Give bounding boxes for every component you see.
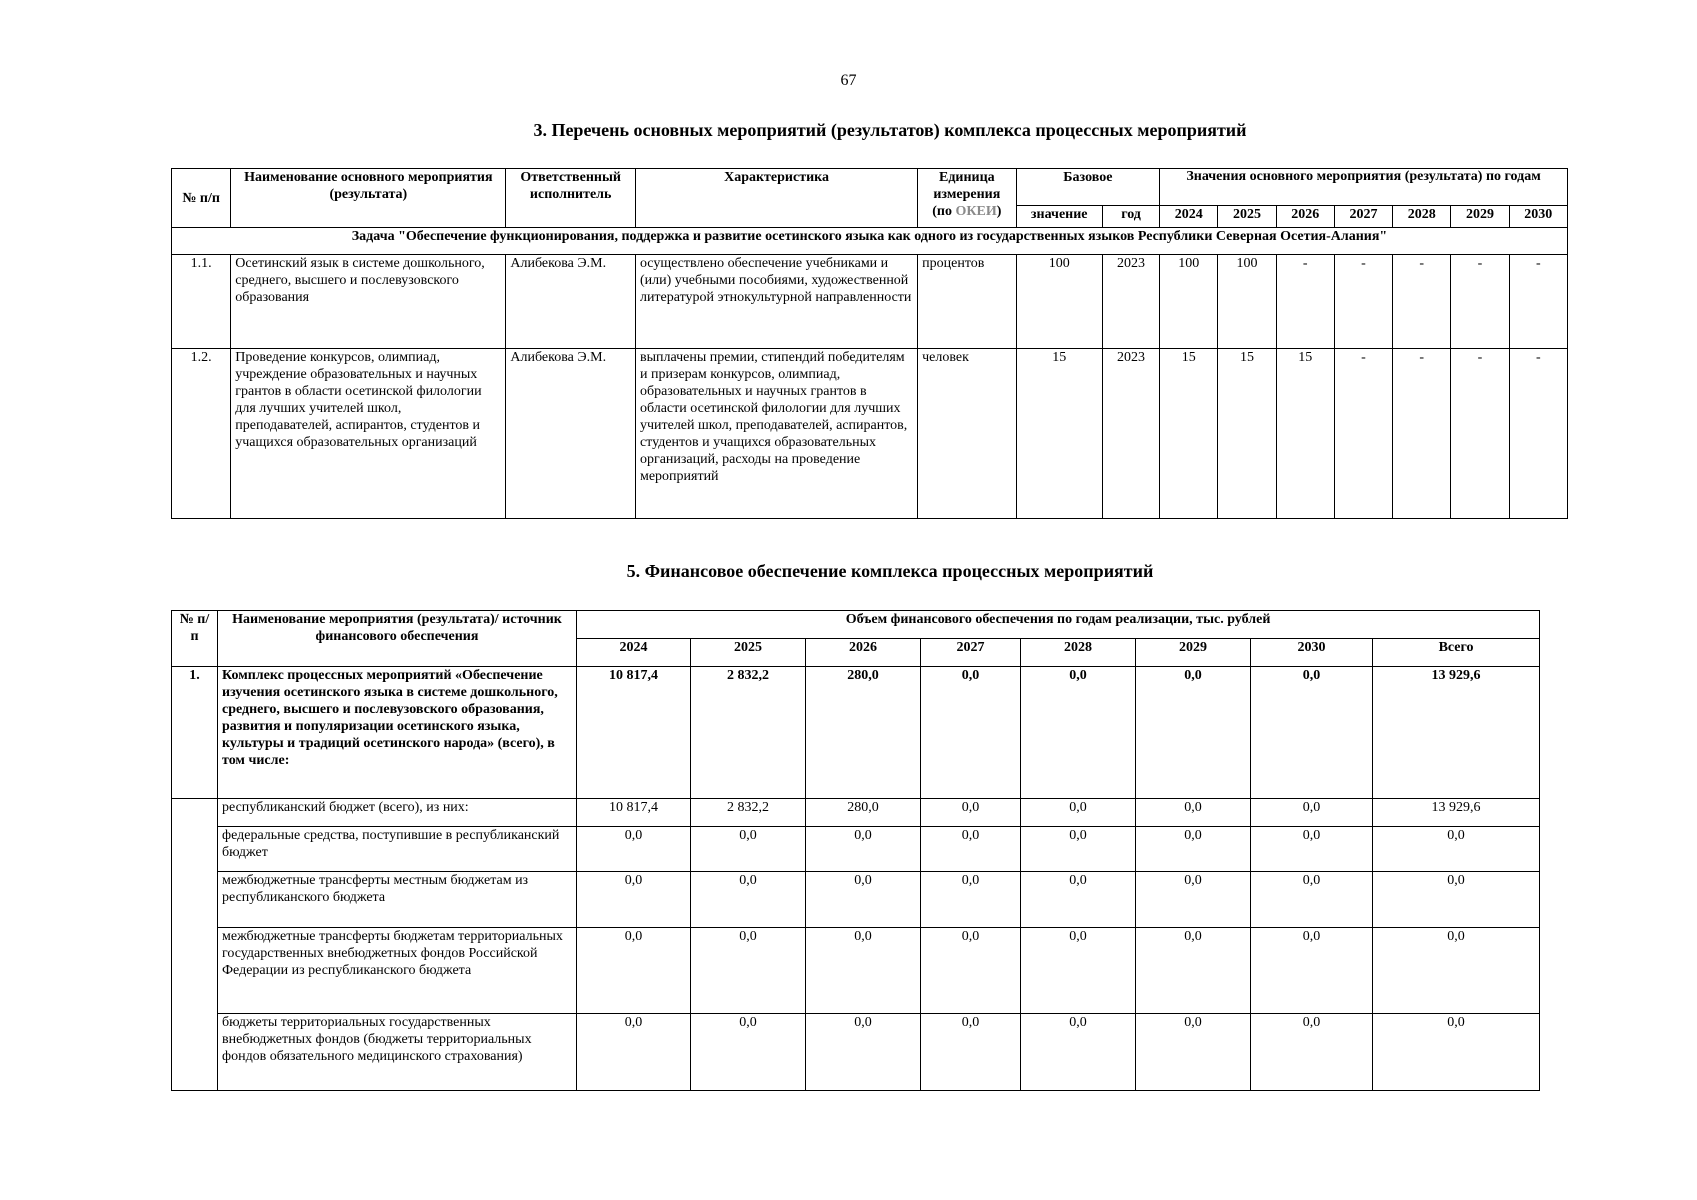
t2-header-year: 2025 — [691, 639, 806, 667]
t1-header-year: 2026 — [1276, 206, 1334, 228]
row-responsible: Алибекова Э.М. — [506, 349, 636, 519]
t1-header-base-value: значение — [1016, 206, 1102, 228]
t1-header-values: Значения основного мероприятия (результата) по годам — [1160, 169, 1568, 206]
row-value: 280,0 — [806, 667, 921, 799]
t1-header-base-year: год — [1102, 206, 1159, 228]
row-total: 0,0 — [1373, 827, 1540, 872]
t1-header-year: 2027 — [1334, 206, 1392, 228]
t1-header-characteristic: Характеристика — [635, 169, 917, 228]
row-value: 0,0 — [1136, 1014, 1251, 1091]
row-value: 0,0 — [1251, 872, 1373, 928]
page-number: 67 — [840, 72, 857, 89]
row-value: 0,0 — [691, 872, 806, 928]
row-name: Комплекс процессных мероприятий «Обеспечение изучения осетинского языка в системе дошкольного, среднего, высшего и послевузовского образования, развития и популяризации осетинского языка, культуры и традиций осетинского народа» (всего), в том числе: — [218, 667, 577, 799]
t1-header-unit — [918, 169, 1016, 228]
row-value: - — [1509, 255, 1567, 349]
row-value: - — [1451, 349, 1509, 519]
okei-link[interactable]: ОКЕИ — [955, 204, 997, 219]
t2-header-year: 2028 — [1021, 639, 1136, 667]
t1-header-year: 2024 — [1160, 206, 1218, 228]
t2-header-year: 2029 — [1136, 639, 1251, 667]
row-value: 2 832,2 — [691, 799, 806, 827]
row-value: 0,0 — [1251, 1014, 1373, 1091]
row-value: 0,0 — [806, 827, 921, 872]
row-value: 0,0 — [577, 928, 691, 1014]
row-name: Осетинский язык в системе дошкольного, среднего, высшего и послевузовского образования — [231, 255, 506, 349]
row-value: 0,0 — [921, 1014, 1021, 1091]
row-name: межбюджетные трансферты местным бюджетам из республиканского бюджета — [218, 872, 577, 928]
measures-table — [171, 168, 1568, 519]
row-value: 0,0 — [1021, 872, 1136, 928]
row-value: 0,0 — [1136, 827, 1251, 872]
row-value: 15 — [1160, 349, 1218, 519]
row-value: - — [1334, 255, 1392, 349]
row-value: - — [1334, 349, 1392, 519]
table-row — [172, 1014, 1540, 1091]
table-row — [172, 667, 1540, 799]
finance-table — [171, 610, 1540, 1091]
t1-header-year: 2029 — [1451, 206, 1509, 228]
t2-header-name: Наименование мероприятия (результата)/ источник финансового обеспечения — [218, 611, 577, 667]
row-value: 0,0 — [921, 827, 1021, 872]
row-total: 13 929,6 — [1373, 799, 1540, 827]
row-value: 0,0 — [1136, 872, 1251, 928]
section5-title: 5. Финансовое обеспечение комплекса процессных мероприятий — [626, 561, 1154, 581]
row-value: 10 817,4 — [577, 667, 691, 799]
table-row — [172, 799, 1540, 827]
table-row — [172, 349, 1568, 519]
row-value: 0,0 — [691, 1014, 806, 1091]
row-value: 280,0 — [806, 799, 921, 827]
row-value: 100 — [1218, 255, 1276, 349]
t1-header-base: Базовое — [1016, 169, 1160, 206]
row-value: 2 832,2 — [691, 667, 806, 799]
row-value: 0,0 — [921, 872, 1021, 928]
row-value: 0,0 — [577, 872, 691, 928]
row-total: 13 929,6 — [1373, 667, 1540, 799]
row-name: республиканский бюджет (всего), из них: — [218, 799, 577, 827]
row-value: 0,0 — [921, 928, 1021, 1014]
row-value: - — [1393, 349, 1451, 519]
table-row — [172, 928, 1540, 1014]
t1-header-name: Наименование основного мероприятия (результата) — [231, 169, 506, 228]
row-value: 0,0 — [1251, 827, 1373, 872]
row-value: 0,0 — [1021, 928, 1136, 1014]
row-value: 10 817,4 — [577, 799, 691, 827]
row-name: бюджеты территориальных государственных внебюджетных фондов (бюджеты территориальных фондов обязательного медицинского страхования) — [218, 1014, 577, 1091]
row-name: межбюджетные трансферты бюджетам территориальных государственных внебюджетных фондов Российской Федерации из республиканского бюджета — [218, 928, 577, 1014]
task-row: Задача "Обеспечение функционирования, поддержка и развитие осетинского языка как одного из государственных языков Республики Северная Осетия-Алания" — [172, 228, 1568, 255]
row-characteristic: осуществлено обеспечение учебниками и (или) учебными пособиями, художественной литературой этнокультурной направленности — [635, 255, 917, 349]
t1-header-responsible: Ответственный исполнитель — [506, 169, 636, 228]
row-characteristic: выплачены премии, стипендий победителям и призерам конкурсов, олимпиад, образовательных и научных грантов в области осетинской филологии для лучших учителей школ, преподавателей, аспирантов, студентов и учащихся образовательных организаций, расходы на проведение мероприятий — [635, 349, 917, 519]
table-row — [172, 827, 1540, 872]
row-base-year: 2023 — [1102, 255, 1159, 349]
table-row — [172, 255, 1568, 349]
row-total: 0,0 — [1373, 1014, 1540, 1091]
section3-title: 3. Перечень основных мероприятий (результатов) комплекса процессных мероприятий — [533, 120, 1247, 140]
t1-header-num: № п/п — [172, 169, 231, 228]
row-value: 0,0 — [691, 827, 806, 872]
row-value: 0,0 — [1021, 667, 1136, 799]
t2-header-year: 2027 — [921, 639, 1021, 667]
row-name: Проведение конкурсов, олимпиад, учреждение образовательных и научных грантов в области осетинской филологии для лучших учителей школ, преподавателей, аспирантов, студентов и учащихся образовательных организаций — [231, 349, 506, 519]
row-num: 1.2. — [172, 349, 231, 519]
row-value: 0,0 — [1136, 928, 1251, 1014]
row-value: 0,0 — [1251, 667, 1373, 799]
row-value: - — [1509, 349, 1567, 519]
t2-header-total: Всего — [1373, 639, 1540, 667]
row-unit: процентов — [918, 255, 1016, 349]
row-value: 0,0 — [806, 928, 921, 1014]
t2-header-year: 2030 — [1251, 639, 1373, 667]
row-value: 0,0 — [577, 827, 691, 872]
row-name: федеральные средства, поступившие в республиканский бюджет — [218, 827, 577, 872]
row-unit: человек — [918, 349, 1016, 519]
row-value: 0,0 — [921, 667, 1021, 799]
row-value: 100 — [1160, 255, 1218, 349]
t2-header-volume: Объем финансового обеспечения по годам реализации, тыс. рублей — [577, 611, 1540, 639]
row-num: 1. — [172, 667, 218, 799]
row-base-year: 2023 — [1102, 349, 1159, 519]
row-base-value: 100 — [1016, 255, 1102, 349]
t2-header-year: 2026 — [806, 639, 921, 667]
row-value: 0,0 — [577, 1014, 691, 1091]
row-total: 0,0 — [1373, 928, 1540, 1014]
row-num-empty — [172, 799, 218, 1091]
t1-header-year: 2030 — [1509, 206, 1567, 228]
row-value: 0,0 — [1021, 799, 1136, 827]
row-value: 0,0 — [921, 799, 1021, 827]
row-value: - — [1276, 255, 1334, 349]
row-value: 0,0 — [1136, 799, 1251, 827]
row-value: 0,0 — [691, 928, 806, 1014]
row-num: 1.1. — [172, 255, 231, 349]
row-value: - — [1393, 255, 1451, 349]
row-value: 0,0 — [1021, 827, 1136, 872]
t1-header-unit-a: Единица измерения (по — [932, 170, 1001, 219]
t1-header-unit-b: ) — [996, 204, 1002, 219]
row-value: 15 — [1276, 349, 1334, 519]
row-value: 15 — [1218, 349, 1276, 519]
row-responsible: Алибекова Э.М. — [506, 255, 636, 349]
t1-header-year: 2025 — [1218, 206, 1276, 228]
row-value: 0,0 — [1251, 799, 1373, 827]
t2-header-num: № п/п — [172, 611, 218, 667]
row-value: 0,0 — [806, 1014, 921, 1091]
table-row — [172, 872, 1540, 928]
row-value: 0,0 — [1251, 928, 1373, 1014]
row-value: - — [1451, 255, 1509, 349]
row-base-value: 15 — [1016, 349, 1102, 519]
row-value: 0,0 — [1136, 667, 1251, 799]
row-value: 0,0 — [1021, 1014, 1136, 1091]
t1-header-year: 2028 — [1393, 206, 1451, 228]
t2-header-year: 2024 — [577, 639, 691, 667]
row-total: 0,0 — [1373, 872, 1540, 928]
row-value: 0,0 — [806, 872, 921, 928]
